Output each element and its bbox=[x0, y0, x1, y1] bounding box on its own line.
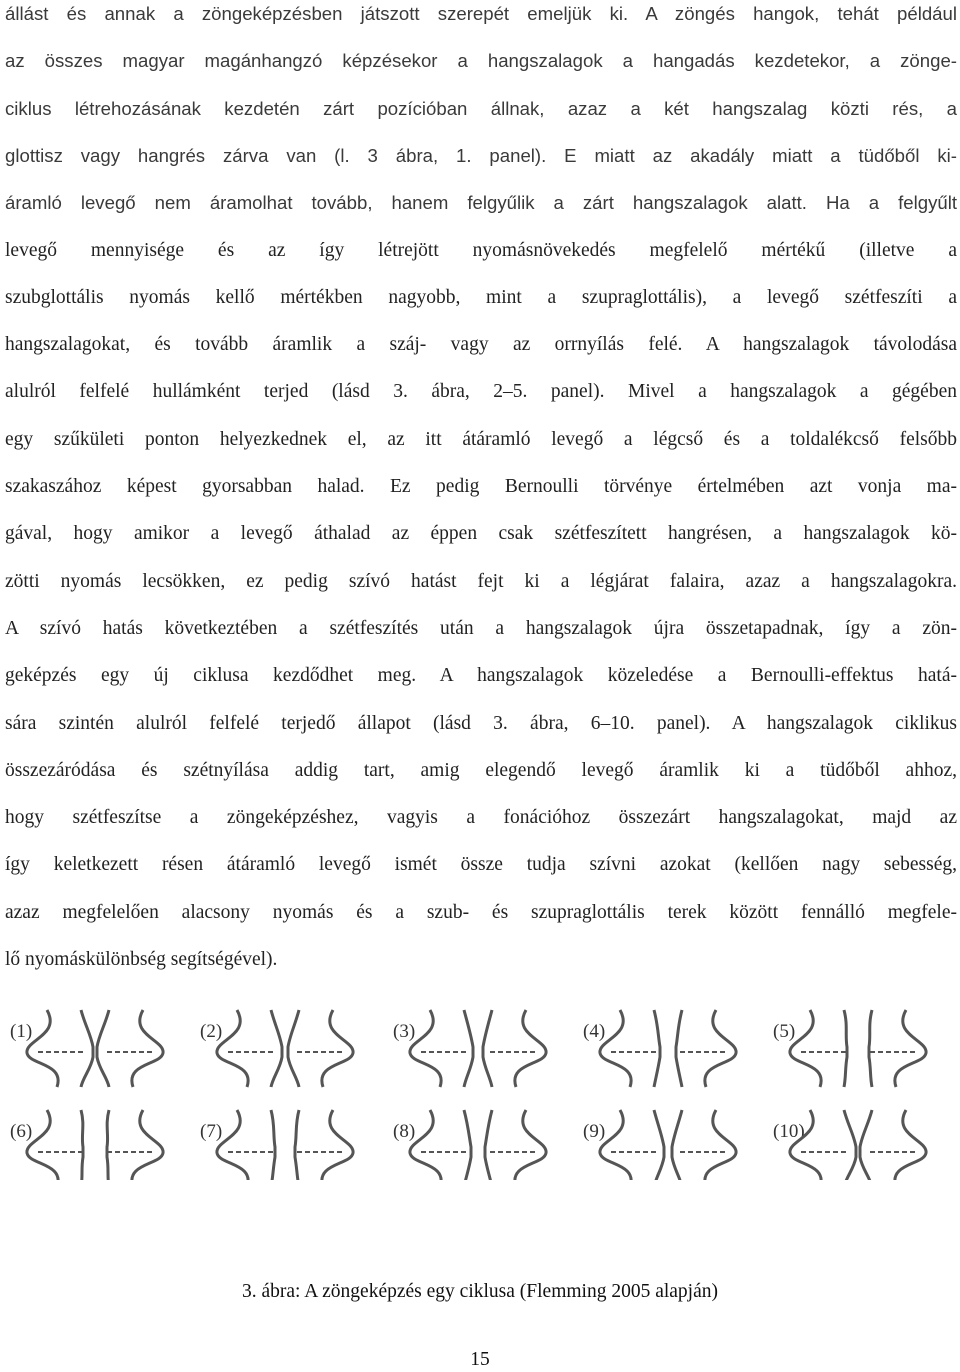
paragraph-line: szubglottális nyomás kellő mértékben nagyobb, mint a szupraglottális), a levegő szétfeszíti a bbox=[5, 286, 957, 308]
panel-label: (3) bbox=[393, 1021, 416, 1042]
paragraph-line: azaz megfelelően alacsony nyomás és a szub- és szupraglottális terek között fennálló megfele- bbox=[5, 901, 957, 923]
figure-panel bbox=[10, 1010, 163, 1087]
larynx-wall-outline bbox=[322, 1110, 353, 1180]
panel-label: (8) bbox=[393, 1121, 416, 1142]
paragraph-line: ciklus létrehozásának kezdetén zárt pozícióban állnak, azaz a két hangszalag közti rés, a bbox=[5, 97, 957, 119]
vocal-fold-outline bbox=[288, 1010, 299, 1087]
panel-label: (1) bbox=[10, 1021, 33, 1042]
paragraph-line: áramló levegő nem áramolhat tovább, hanem felgyűlik a zárt hangszalagok alatt. Ha a felgyűlt bbox=[5, 192, 957, 214]
vocal-fold-outline bbox=[672, 1110, 682, 1180]
vocal-fold-outline bbox=[483, 1010, 492, 1087]
figure-panel bbox=[393, 1010, 546, 1087]
figure-panel bbox=[200, 1110, 353, 1180]
vocal-fold-outline bbox=[271, 1110, 275, 1180]
larynx-wall-outline bbox=[322, 1010, 353, 1087]
larynx-wall-outline bbox=[132, 1010, 163, 1087]
paragraph-line: szakaszához képest gyorsabban halad. Ez pedig Bernoulli törvénye értelmében azt vonja ma- bbox=[5, 476, 957, 497]
vocal-fold-outline bbox=[844, 1010, 847, 1087]
larynx-wall-outline bbox=[132, 1110, 163, 1180]
paragraph-line: így keletkezett résen átáramló levegő ismét össze tudja szívni azokat (kellően nagy sebesség, bbox=[5, 854, 957, 876]
paragraph-line: A szívó hatás következtében a szétfeszítés után a hangszalagok újra összetapadnak, így a zön- bbox=[5, 617, 957, 639]
paragraph-line: gával, hogy amikor a levegő áthalad az éppen csak szétfeszített hangrésen, a hangszalagok kö- bbox=[5, 523, 957, 545]
paragraph-line: alulról felfelé hullámként terjed (lásd 3. ábra, 2–5. panel). Mivel a hangszalagok a gégében bbox=[5, 381, 957, 403]
vocal-fold-outline bbox=[860, 1110, 872, 1180]
larynx-wall-outline bbox=[515, 1010, 546, 1087]
vocal-fold-outline bbox=[676, 1010, 682, 1087]
figure-caption: 3. ábra: A zöngeképzés egy ciklusa (Flemming 2005 alapján) bbox=[242, 1281, 718, 1302]
figure-panel bbox=[200, 1010, 353, 1087]
figure-panel bbox=[773, 1110, 926, 1180]
panel-label: (2) bbox=[200, 1021, 223, 1042]
vocal-fold-outline bbox=[81, 1110, 83, 1180]
figure-panel bbox=[773, 1010, 926, 1087]
panel-label: (10) bbox=[773, 1121, 805, 1142]
paragraph-line: hangszalagokat, és tovább áramlik a száj- vagy az orrnyílás felé. A hangszalagok távolodása bbox=[5, 334, 957, 356]
paragraph-line: az összes magyar magánhangzó képzésekor a hangszalagok a hangadás kezdetekor, a zönge- bbox=[5, 50, 957, 72]
vocal-fold-outline bbox=[295, 1110, 299, 1180]
figure-panel bbox=[10, 1110, 163, 1180]
vocal-fold-outline bbox=[107, 1110, 109, 1180]
vocal-fold-outline bbox=[97, 1010, 109, 1087]
panel-label: (5) bbox=[773, 1021, 796, 1042]
panel-label: (9) bbox=[583, 1121, 606, 1142]
vocal-fold-outline bbox=[654, 1010, 660, 1087]
paragraph-line: lő nyomáskülönbség segítségével). bbox=[5, 949, 278, 970]
panel-label: (6) bbox=[10, 1121, 33, 1142]
figure-panel bbox=[393, 1110, 546, 1180]
paragraph-line: összezáródása és szétnyílása addig tart, amig elegendő levegő áramlik ki a tüdőből ahhoz, bbox=[5, 759, 957, 781]
larynx-wall-outline bbox=[895, 1110, 926, 1180]
paragraph-line: egy szűkületi ponton helyezkednek el, az itt átáramló levegő a légcső és a toldalékcső felsőbb bbox=[5, 428, 957, 450]
larynx-wall-outline bbox=[515, 1110, 546, 1180]
panel-label: (7) bbox=[200, 1121, 223, 1142]
vocal-fold-cycle-figure bbox=[0, 995, 960, 1180]
paragraph-line: glottisz vagy hangrés zárva van (l. 3 ábra, 1. panel). E miatt az akadály miatt a tüdőből ki- bbox=[5, 144, 957, 166]
vocal-fold-outline bbox=[869, 1010, 872, 1087]
larynx-wall-outline bbox=[895, 1010, 926, 1087]
paragraph-line: levegő mennyisége és az így létrejött nyomásnövekedés megfelelő mértékű (illetve a bbox=[5, 239, 957, 261]
page-number: 15 bbox=[470, 1349, 490, 1370]
figure-panel bbox=[583, 1110, 736, 1180]
vocal-fold-outline bbox=[464, 1010, 473, 1087]
paragraph-line: állást és annak a zöngeképzésben játszott szerepét emeljük ki. A zöngés hangok, tehát például bbox=[5, 3, 957, 24]
vocal-fold-outline bbox=[271, 1010, 282, 1087]
paragraph-line: hogy szétfeszítse a zöngeképzéshez, vagyis a fonációhoz összezárt hangszalagokat, majd az bbox=[5, 807, 957, 829]
paragraph-line: sára szintén alulról felfelé terjedő állapot (lásd 3. ábra, 6–10. panel). A hangszalagok ciklikus bbox=[5, 712, 957, 734]
vocal-fold-outline bbox=[654, 1110, 664, 1180]
figure-panel bbox=[583, 1010, 736, 1087]
vocal-fold-outline bbox=[485, 1110, 492, 1180]
larynx-wall-outline bbox=[705, 1110, 736, 1180]
paragraph-line: zötti nyomás lecsökken, ez pedig szívó hatást fejt ki a légjárat falaira, azaz a hangszalagokra. bbox=[5, 570, 957, 592]
vocal-fold-outline bbox=[844, 1110, 856, 1180]
panel-label: (4) bbox=[583, 1021, 606, 1042]
paragraph-line: geképzés egy új ciklusa kezdődhet meg. A hangszalagok közeledése a Bernoulli-effektus hatá- bbox=[5, 665, 957, 687]
larynx-wall-outline bbox=[705, 1010, 736, 1087]
vocal-fold-outline bbox=[81, 1010, 93, 1087]
vocal-fold-outline bbox=[464, 1110, 471, 1180]
